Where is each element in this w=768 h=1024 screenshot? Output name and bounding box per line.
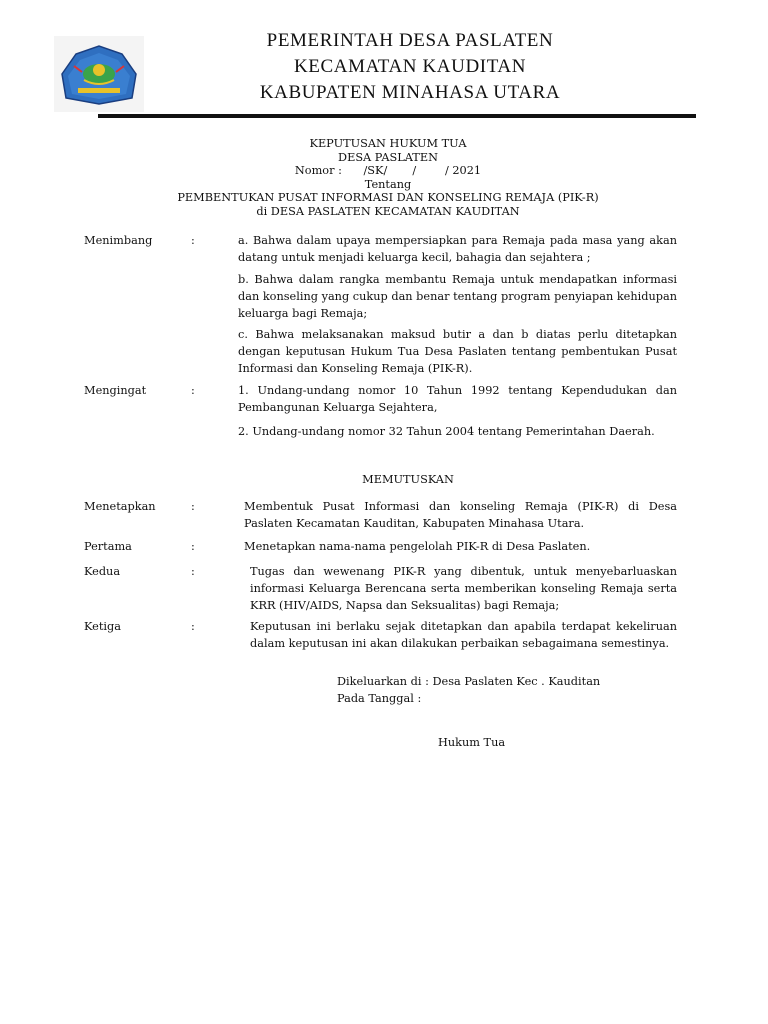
issued-at: Dikeluarkan di : Desa Paslaten Kec . Kauditan bbox=[337, 675, 601, 688]
village-emblem-logo bbox=[54, 36, 144, 112]
kedua-label: Kedua bbox=[84, 565, 121, 578]
letterhead-regency: KABUPATEN MINAHASA UTARA bbox=[259, 82, 561, 103]
menimbang-item-c: c. Bahwa melaksanakan maksud butir a dan b diatas perlu ditetapkan dengan keputusan Hukum Tua Desa Paslaten tentang pembentukan Pusat Informasi dan Konseling Remaja (PIK-R). bbox=[238, 328, 677, 376]
kedua-colon: : bbox=[191, 565, 195, 578]
mengingat-label: Mengingat bbox=[84, 384, 147, 397]
pertama-text-wrap bbox=[244, 538, 677, 555]
mengingat-item bbox=[238, 382, 677, 416]
decree-about-label: Tentang bbox=[364, 177, 412, 191]
decree-title: KEPUTUSAN HUKUM TUA bbox=[309, 137, 467, 150]
menimbang-item-b: b. Bahwa dalam rangka membantu Remaja untuk mendapatkan informasi dan konseling yang cukup dan benar tentang program penyiapan kehidupan keluarga bagi Remaja; bbox=[238, 273, 677, 321]
ketiga-text: Keputusan ini berlaku sejak ditetapkan dan apabila terdapat kekeliruan dalam keputusan ini akan dilakukan perbaikan sebagaimana semestinya. bbox=[250, 620, 677, 651]
decree-heading bbox=[100, 137, 676, 219]
menetapkan-label: Menetapkan bbox=[84, 500, 156, 513]
menetapkan-text: Membentuk Pusat Informasi dan konseling Remaja (PIK-R) di Desa Paslaten Kecamatan Kauditan, Kabupaten Minahasa Utara. bbox=[244, 500, 677, 531]
mengingat-colon: : bbox=[191, 384, 195, 397]
decree-number-label: Nomor : bbox=[294, 164, 342, 178]
letterhead-government: PEMERINTAH DESA PASLATEN bbox=[266, 30, 554, 51]
decree-subject-location: di DESA PASLATEN KECAMATAN KAUDITAN bbox=[256, 204, 520, 218]
ketiga-label: Ketiga bbox=[84, 620, 121, 633]
ketiga-colon: : bbox=[191, 620, 195, 633]
decree-subject: PEMBENTUKAN PUSAT INFORMASI DAN KONSELING REMAJA (PIK-R) bbox=[177, 191, 599, 205]
mengingat-item bbox=[238, 423, 677, 440]
menetapkan-colon: : bbox=[191, 500, 195, 513]
pertama-colon: : bbox=[191, 540, 195, 553]
letterhead bbox=[150, 28, 670, 106]
menimbang-item-a: a. Bahwa dalam upaya mempersiapkan para Remaja pada masa yang akan datang untuk menjadi keluarga kecil, bahagia dan sejahtera ; bbox=[238, 234, 677, 265]
menetapkan-text-wrap bbox=[244, 498, 677, 532]
menimbang-item bbox=[238, 232, 677, 266]
signer-title: Hukum Tua bbox=[438, 736, 506, 749]
menimbang-label: Menimbang bbox=[84, 234, 153, 247]
pertama-label: Pertama bbox=[84, 540, 132, 553]
mengingat-item-2: 2. Undang-undang nomor 32 Tahun 2004 tentang Pemerintahan Daerah. bbox=[238, 425, 655, 438]
letterhead-divider bbox=[98, 114, 696, 118]
decree-number-value: /SK/ / / 2021 bbox=[363, 164, 482, 178]
kedua-text: Tugas dan wewenang PIK-R yang dibentuk, untuk menyebarluaskan informasi Keluarga Berencana serta memberikan konseling Remaja serta KRR (HIV/AIDS, Napsa dan Seksualitas) bagi Remaja; bbox=[250, 565, 677, 613]
kedua-text-wrap bbox=[250, 563, 677, 615]
decree-number bbox=[100, 164, 676, 178]
issued-date-label: Pada Tanggal : bbox=[337, 692, 422, 705]
memutuskan-heading: MEMUTUSKAN bbox=[362, 473, 454, 486]
letterhead-district: KECAMATAN KAUDITAN bbox=[293, 56, 527, 77]
mengingat-item-1: 1. Undang-undang nomor 10 Tahun 1992 tentang Kependudukan dan Pembangunan Keluarga Sejahtera, bbox=[238, 384, 677, 415]
decree-village: DESA PASLATEN bbox=[338, 150, 438, 164]
pertama-text: Menetapkan nama-nama pengelolah PIK-R di Desa Paslaten. bbox=[244, 540, 591, 553]
ketiga-text-wrap bbox=[250, 618, 677, 652]
menimbang-item bbox=[238, 271, 677, 323]
menimbang-item bbox=[238, 326, 677, 378]
menimbang-colon: : bbox=[191, 234, 195, 247]
